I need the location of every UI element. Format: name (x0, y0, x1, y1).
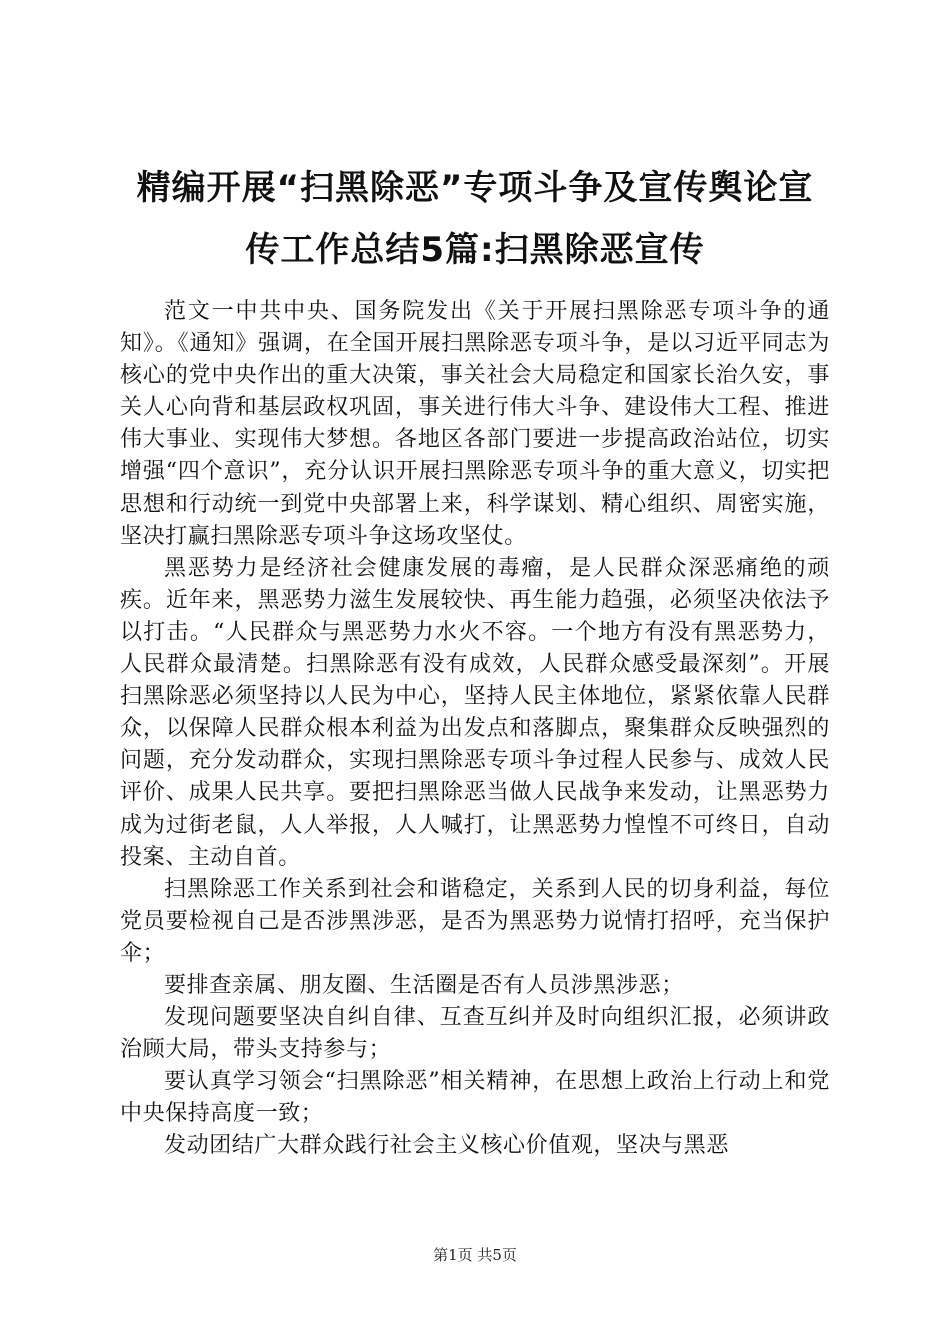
document-title-line-2: 传工作总结5篇:扫黑除恶宣传 (245, 230, 705, 270)
body-paragraph-1: 范文一中共中央、国务院发出《关于开展扫黑除恶专项斗争的通知》。《通知》强调，在全国开展扫黑除恶专项斗争，是以习近平同志为核心的党中央作出的重大决策，事关社会大局稳定和国家长治久安，事关人心向背和基层政权巩固，事关进行伟大斗争、建设伟大工程、推进伟大事业、实现伟大梦想。各地区各部门要进一步提高政治站位，切实增强“四个意识”，充分认识开展扫黑除恶专项斗争的重大意义，切实把思想和行动统一到党中央部署上来，科学谋划、精心组织、周密实施，坚决打赢扫黑除恶专项斗争这场攻坚仗。 (120, 299, 830, 549)
body-paragraph-4: 要排查亲属、朋友圈、生活圈是否有人员涉黑涉恶； (164, 972, 684, 998)
body-paragraph-7: 发动团结广大群众践行社会主义核心价值观，坚决与黑恶 (164, 1133, 730, 1159)
body-paragraph-3: 扫黑除恶工作关系到社会和谐稳定，关系到人民的切身利益，每位党员要检视自己是否涉黑涉恶，是否为黑恶势力说情打招呼，充当保护伞； (120, 876, 830, 966)
document-title-line-1: 精编开展“扫黑除恶”专项斗争及宣传舆论宣 (136, 168, 814, 208)
page-footer: 第1页 共5页 (433, 1246, 517, 1264)
document-body (120, 296, 830, 1163)
body-paragraph-2: 黑恶势力是经济社会健康发展的毒瘤，是人民群众深恶痛绝的顽疾。近年来，黑恶势力滋生发展较快、再生能力趋强，必须坚决依法予以打击。“人民群众与黑恶势力水火不容。一个地方有没有黑恶势力，人民群众最清楚。扫黑除恶有没有成效，人民群众感受最深刻”。开展扫黑除恶必须坚持以人民为中心，坚持人民主体地位，紧紧依靠人民群众，以保障人民群众根本利益为出发点和落脚点，聚集群众反映强烈的问题，充分发动群众，实现扫黑除恶专项斗争过程人民参与、成效人民评价、成果人民共享。要把扫黑除恶当做人民战争来发动，让黑恶势力成为过街老鼠，人人举报，人人喊打，让黑恶势力惶惶不可终日，自动投案、主动自首。 (120, 555, 830, 870)
body-paragraph-6: 要认真学习领会“扫黑除恶”相关精神，在思想上政治上行动上和党中央保持高度一致； (120, 1069, 830, 1127)
body-paragraph-5: 发现问题要坚决自纠自律、互查互纠并及时向组织汇报，必须讲政治顾大局，带头支持参与； (120, 1005, 830, 1063)
